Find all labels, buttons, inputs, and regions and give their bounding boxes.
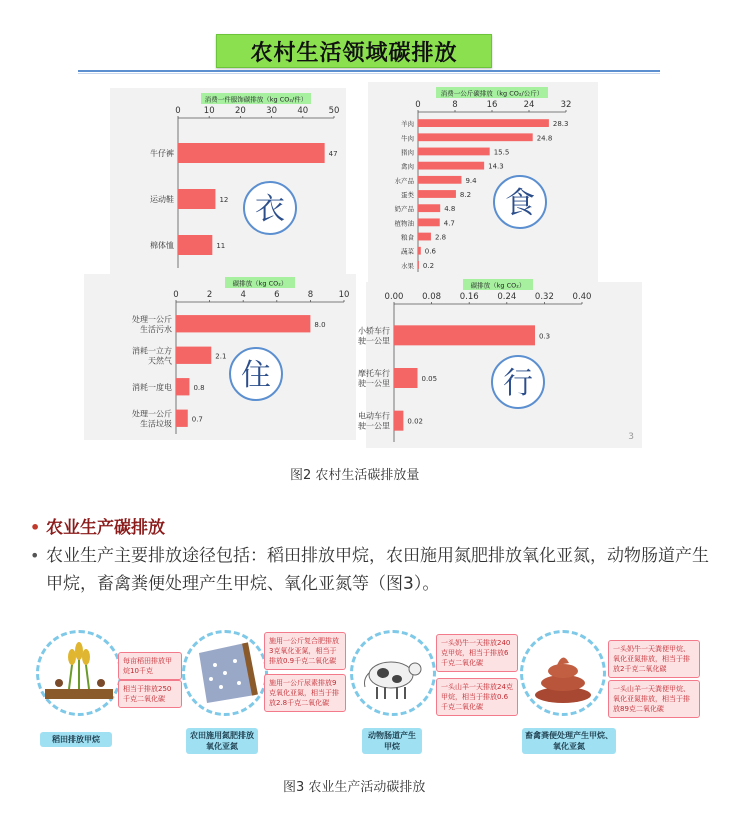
- category-label: 消耗一度电: [132, 382, 172, 392]
- fertilizer-bag-icon: [185, 633, 265, 713]
- category-label: 处理一公斤: [132, 409, 172, 419]
- bar-value-label: 0.7: [191, 415, 203, 424]
- fertilizer-note-2: 施用一公斤尿素排放9克氧化亚氮，相当于排放2.8千克二氧化碳: [264, 674, 346, 712]
- bar-value-label: 2.8: [434, 233, 447, 242]
- fertilizer-circle: [182, 630, 268, 716]
- manure-label: 畜禽粪便处理产生甲烷、氧化亚氮: [522, 728, 616, 754]
- x-tick-label: 0.32: [534, 292, 554, 302]
- category-label: 羊肉: [401, 120, 414, 129]
- bar: [418, 176, 461, 184]
- category-label: 天然气: [148, 356, 172, 366]
- bar-value-label: 28.3: [552, 120, 569, 129]
- figure-2-caption: 图2 农村生活碳排放量: [290, 468, 420, 483]
- category-label: 生活污水: [140, 324, 172, 334]
- bar: [176, 410, 188, 427]
- category-label: 植物油: [394, 219, 414, 228]
- x-tick-label: 40: [297, 106, 309, 116]
- chart-title: 碳排放（kg CO₂）: [470, 281, 526, 290]
- x-tick-label: 0: [173, 290, 179, 300]
- category-label: 生活垃圾: [140, 419, 172, 429]
- bar-value-label: 9.4: [465, 176, 477, 185]
- bullet-dot: •: [30, 518, 41, 537]
- category-label: 水果: [401, 261, 414, 270]
- clothing-chart: [110, 88, 346, 274]
- enteric-label: 动物肠道产生甲烷: [362, 728, 422, 754]
- bar: [394, 411, 403, 431]
- title-underline-light: [78, 73, 660, 74]
- category-label: 驶一公里: [358, 336, 390, 346]
- category-label: 奶产品: [394, 205, 414, 214]
- bar-value-label: 14.3: [488, 162, 504, 171]
- x-tick-label: 10: [338, 290, 350, 300]
- category-label: 电动车行: [358, 411, 390, 421]
- category-label: 消耗一立方: [132, 346, 172, 356]
- rice-label: 稻田排放甲烷: [40, 732, 112, 747]
- bar: [418, 119, 549, 127]
- category-label: 水产品: [394, 176, 414, 185]
- chart-title: 碳排放（kg CO₂）: [232, 279, 288, 288]
- figure-2: [78, 28, 660, 454]
- x-tick-label: 0.16: [459, 292, 479, 302]
- bullet-list: [28, 514, 718, 598]
- chart-panel-food: [368, 82, 598, 282]
- x-tick-label: 0.08: [422, 292, 442, 302]
- bar-value-label: 4.7: [443, 219, 455, 228]
- x-tick-label: 8: [307, 290, 314, 300]
- bullet-heading-text: 农业生产碳排放: [46, 518, 165, 538]
- bar: [176, 315, 310, 332]
- bar-value-label: 11: [216, 242, 226, 250]
- bar-value-label: 0.02: [407, 417, 423, 426]
- x-tick-label: 4: [240, 290, 246, 300]
- bar-value-label: 12: [219, 196, 229, 204]
- bar-value-label: 8.0: [314, 320, 326, 329]
- bar: [394, 325, 535, 345]
- chart-title: 消费一公斤碳排放（kg CO₂/公斤）: [440, 89, 544, 98]
- card-rice-paddy: [30, 628, 180, 756]
- bar: [178, 189, 215, 209]
- fertilizer-note-1: 施用一公斤复合肥排放3克氧化亚氮，相当于排放0.9千克二氧化碳: [264, 632, 346, 670]
- goat-note-1: 一头山羊一天排放24克甲烷，相当于排放0.6千克二氧化碳: [436, 678, 518, 716]
- chart-panel-transport: [358, 281, 642, 448]
- x-tick-label: 0.40: [572, 292, 592, 302]
- category-label: 运动鞋: [150, 195, 174, 204]
- housing-chart: [84, 274, 356, 440]
- category-label: 猪肉: [401, 148, 414, 157]
- x-tick-label: 10: [203, 106, 215, 116]
- cow-note-1: 一头奶牛一天排放240克甲烷，相当于排放6千克二氧化碳: [436, 634, 518, 672]
- bar-value-label: 8.2: [459, 191, 472, 199]
- manure-circle: [520, 630, 606, 716]
- category-label: 禽肉: [401, 162, 414, 171]
- bar-value-label: 15.5: [493, 148, 510, 157]
- x-tick-label: 30: [266, 106, 278, 116]
- manure-note-2: 一头山羊一天粪便甲烷、氧化亚氮排放，相当于排放89克二氧化碳: [608, 680, 700, 718]
- card-enteric: [348, 628, 516, 756]
- chart-panel-housing: [84, 274, 356, 440]
- bar-value-label: 0.8: [193, 383, 205, 392]
- category-label: 驶一公里: [358, 379, 390, 388]
- bar-value-label: 0.2: [422, 261, 435, 270]
- x-tick-label: 24: [523, 100, 535, 110]
- bar: [418, 190, 456, 198]
- bar: [418, 204, 440, 212]
- bar-value-label: 0.3: [539, 332, 551, 341]
- figure-3-caption: 图3 农业生产活动碳排放: [283, 780, 426, 795]
- bar: [178, 143, 325, 163]
- category-label: 驶一公里: [358, 421, 390, 431]
- rice-note-2: 相当于排放250千克二氧化碳: [118, 680, 182, 708]
- rice-circle: [36, 630, 122, 716]
- figure-3: [30, 628, 714, 758]
- x-tick-label: 16: [486, 100, 498, 110]
- bar: [418, 162, 484, 170]
- card-manure: [516, 628, 714, 756]
- category-label: 粮食: [401, 233, 414, 242]
- manure-note-1: 一头奶牛一天粪便甲烷、氧化亚氮排放，相当于排放2千克二氧化碳: [608, 640, 700, 678]
- cow-icon: [353, 633, 433, 713]
- bar-value-label: 24.8: [536, 134, 553, 143]
- category-label: 蔬菜: [401, 247, 414, 256]
- x-tick-label: 0: [415, 100, 421, 110]
- x-tick-label: 0: [175, 106, 181, 116]
- bullet-body: [28, 542, 718, 598]
- category-glyph: 衣: [255, 192, 285, 227]
- bar: [178, 235, 212, 255]
- bullet-dot: •: [30, 546, 40, 565]
- figure-title: 农村生活领域碳排放: [216, 34, 492, 68]
- page-number: 3: [628, 432, 634, 442]
- bar-value-label: 2.1: [215, 352, 227, 361]
- x-tick-label: 0.24: [497, 292, 517, 302]
- bar: [418, 133, 533, 141]
- x-tick-label: 50: [328, 106, 340, 116]
- category-label: 牛仔裤: [150, 149, 174, 158]
- bullet-heading: [28, 514, 718, 542]
- transport-chart: [358, 281, 642, 448]
- bar: [418, 218, 440, 226]
- bar: [176, 347, 211, 364]
- title-underline: [78, 70, 660, 72]
- rice-plant-icon: [39, 633, 119, 713]
- x-tick-label: 2: [206, 290, 213, 300]
- rice-note-1: 每亩稻田排放甲烷10千克: [118, 652, 182, 680]
- chart-panel-clothing: [110, 88, 346, 274]
- bar-value-label: 0.6: [424, 247, 436, 256]
- x-tick-label: 20: [234, 106, 246, 116]
- food-chart: [368, 82, 598, 282]
- bullet-body-text: 农业生产主要排放途径包括：稻田排放甲烷，农田施用氮肥排放氧化亚氮，动物肠道产生甲烷，畜禽粪便处理产生甲烷、氧化亚氮等（图3）。: [46, 546, 709, 594]
- manure-icon: [523, 633, 603, 713]
- x-tick-label: 6: [274, 290, 280, 300]
- bar: [176, 378, 189, 395]
- bar: [418, 148, 490, 156]
- bar-value-label: 47: [328, 150, 338, 158]
- card-fertilizer: [180, 628, 346, 756]
- category-glyph: 食: [505, 186, 535, 221]
- category-glyph: 住: [241, 358, 271, 393]
- category-label: 摩托车行: [358, 369, 390, 378]
- chart-title: 消费一件服饰碳排放（kg CO₂/件）: [204, 95, 308, 104]
- bar: [394, 368, 418, 388]
- x-tick-label: 0.00: [384, 292, 404, 302]
- bar: [418, 247, 421, 255]
- category-label: 牛肉: [401, 134, 414, 143]
- category-label: 棉体恤: [150, 241, 174, 250]
- bar: [418, 261, 419, 269]
- category-label: 处理一公斤: [132, 314, 172, 324]
- cow-circle: [350, 630, 436, 716]
- bar: [418, 233, 431, 241]
- x-tick-label: 8: [452, 100, 458, 110]
- fertilizer-label: 农田施用氮肥排放氧化亚氮: [186, 728, 258, 754]
- category-glyph: 行: [503, 366, 533, 401]
- bar-value-label: 4.8: [444, 205, 456, 214]
- category-label: 小轿车行: [358, 326, 390, 336]
- bar-value-label: 0.05: [421, 375, 438, 383]
- category-label: 蛋类: [401, 191, 414, 199]
- x-tick-label: 32: [560, 100, 572, 110]
